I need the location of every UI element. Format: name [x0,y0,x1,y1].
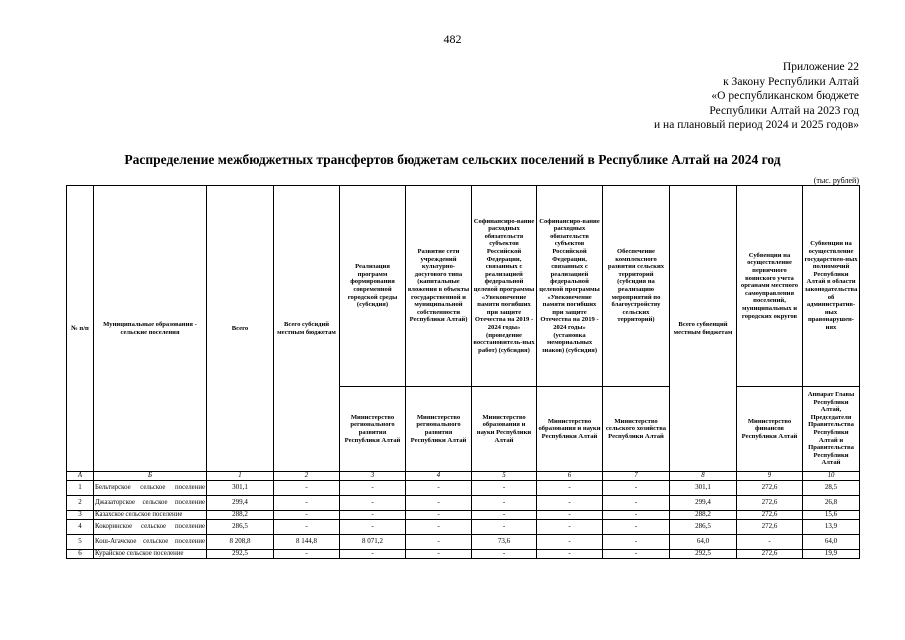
cell-value: 13,9 [803,519,860,534]
cell-value: - [472,480,537,495]
table-row [67,519,860,534]
cell-value: 8 144,8 [274,534,340,549]
row-number: 6 [67,549,94,558]
table-row [67,510,860,519]
cell-value: - [274,549,340,558]
header-subsidy-memorial-signs: Софинансиро-вание расходных обязательств субъектов Российской Федерации, связанных с реализацией федеральной целевой программы «Увековечение памяти погибших при защите Отечества на 2019 - 2024 годы» (установка мемориальных знаков) (субсидия) [537,186,603,387]
cell-value: 288,2 [670,510,737,519]
cell-value: 301,1 [207,480,274,495]
appendix-line: Приложение 22 [782,61,859,73]
cell-value: 292,5 [207,549,274,558]
column-number: 1 [207,472,274,481]
row-municipality-name: Джазаторское сельское поселение [94,495,207,510]
row-number: 5 [67,534,94,549]
cell-value: 286,5 [670,519,737,534]
cell-value: - [472,519,537,534]
cell-value: 272,6 [737,549,803,558]
cell-value: 288,2 [207,510,274,519]
cell-value: - [274,519,340,534]
table-row [67,495,860,510]
cell-value: - [406,519,472,534]
cell-value: - [472,510,537,519]
page-number: 482 [443,32,462,46]
cell-value: - [406,495,472,510]
cell-value: 19,9 [803,549,860,558]
cell-value: - [340,519,406,534]
cell-value: 28,5 [803,480,860,495]
column-number: 5 [472,472,537,481]
column-number: 9 [737,472,803,481]
document-title: Распределение межбюджетных трансфертов бюджетам сельских поселений в Республике Алтай на 2024 год [124,152,781,167]
ministry-cell: Аппарат Главы Республики Алтай, Председателя Правительства Республики Алтай и Правительства Республики Алтай [803,387,860,472]
column-number: 6 [537,472,603,481]
header-municipality: Муниципальные образования - сельские поселения [94,186,207,472]
cell-value: 26,8 [803,495,860,510]
row-municipality-name: Курайское сельское поселение [94,549,207,558]
cell-value: 299,4 [207,495,274,510]
ministry-cell: Министерство регионального развития Республики Алтай [406,387,472,472]
row-municipality-name: Казахское сельское поселение [94,510,207,519]
cell-value: 299,4 [670,495,737,510]
cell-value: - [340,549,406,558]
column-number: 7 [603,472,670,481]
ministry-cell: Министерство образования и науки Республики Алтай [537,387,603,472]
cell-value: - [737,534,803,549]
cell-value: 301,1 [670,480,737,495]
cell-value: 292,5 [670,549,737,558]
cell-value: - [537,534,603,549]
cell-value: - [537,519,603,534]
cell-value: - [603,495,670,510]
cell-value: - [603,510,670,519]
column-number: 4 [406,472,472,481]
cell-value: 8 208,8 [207,534,274,549]
cell-value: - [340,495,406,510]
cell-value: - [274,480,340,495]
ministry-cell: Министерство финансов Республики Алтай [737,387,803,472]
header-total-subsidies: Всего субсидий местным бюджетам [274,186,340,472]
ministry-cell: Министерство сельского хозяйства Республики Алтай [603,387,670,472]
cell-value: 272,6 [737,495,803,510]
column-number-row [67,472,860,481]
cell-value: 286,5 [207,519,274,534]
column-number: Б [94,472,207,481]
cell-value: - [603,549,670,558]
header-total-subventions: Всего субвенций местным бюджетам [670,186,737,472]
row-number: 2 [67,495,94,510]
row-number: 4 [67,519,94,534]
cell-value: 64,0 [803,534,860,549]
cell-value: 15,6 [803,510,860,519]
ministry-cell: Министерство образования и науки Республики Алтай [472,387,537,472]
column-number: А [67,472,94,481]
header-subsidy-culture-network: Развитие сети учреждений культурно-досугового типа (капитальные вложения в объекты государственной и муниципальной собственности Республики Алтай) [406,186,472,387]
row-municipality-name: Бельтирское сельское поселение [94,480,207,495]
appendix-line: и на плановый период 2024 и 2025 годов» [654,119,859,131]
cell-value: 8 071,2 [340,534,406,549]
header-subvention-administrative-offenses: Субвенции на осуществление государствен-ных полномочий Республики Алтай в области законодательства об административ-ных правонарушен-иях [803,186,860,387]
cell-value: - [274,495,340,510]
cell-value: - [537,549,603,558]
cell-value: - [537,495,603,510]
cell-value: - [537,510,603,519]
table-row [67,480,860,495]
ministry-cell: Министерство регионального развития Республики Алтай [340,387,406,472]
cell-value: 64,0 [670,534,737,549]
header-subsidy-restoration: Софинансиро-вание расходных обязательств субъектов Российской Федерации, связанных с реализацией федеральной целевой программы «Увековечение памяти погибших при защите Отечества на 2019 - 2024 годы» (проведение восстановитель-ных работ) (субсидия) [472,186,537,387]
cell-value: - [603,519,670,534]
column-number: 3 [340,472,406,481]
row-municipality-name: Кош-Агачское сельское поселение [94,534,207,549]
row-number: 3 [67,510,94,519]
appendix-reference [654,60,859,133]
header-total: Всего [207,186,274,472]
cell-value: - [406,534,472,549]
cell-value: - [472,549,537,558]
header-row [67,186,860,387]
table-row [67,549,860,558]
header-num: № п/п [67,186,94,472]
cell-value: - [340,510,406,519]
cell-value: - [603,480,670,495]
cell-value: 272,6 [737,480,803,495]
transfers-table [66,185,860,559]
column-number: 2 [274,472,340,481]
cell-value: 73,6 [472,534,537,549]
row-municipality-name: Кокоринское сельское поселение [94,519,207,534]
cell-value: - [274,510,340,519]
cell-value: - [537,480,603,495]
column-number: 8 [670,472,737,481]
cell-value: - [406,480,472,495]
table-row [67,534,860,549]
cell-value: - [472,495,537,510]
cell-value: - [406,549,472,558]
header-subsidy-urban-environment: Реализация программ формирования современной городской среды (субсидия) [340,186,406,387]
cell-value: 272,6 [737,510,803,519]
cell-value: 272,6 [737,519,803,534]
column-number: 10 [803,472,860,481]
appendix-line: «О республиканском бюджете [711,90,859,102]
header-subsidy-rural-development: Обеспечение комплексного развития сельских территорий (субсидия на реализацию мероприятий по благоустройству сельских территорий) [603,186,670,387]
units-label: (тыс. рублей) [813,176,859,185]
cell-value: - [603,534,670,549]
cell-value: - [406,510,472,519]
appendix-line: к Закону Республики Алтай [723,75,859,88]
row-number: 1 [67,480,94,495]
cell-value: - [340,480,406,495]
header-subvention-military-registration: Субвенции на осуществление первичного воинского учета органами местного самоуправления поселений, муниципальных и городских округов [737,186,803,387]
appendix-line: Республики Алтай на 2023 год [709,104,859,117]
